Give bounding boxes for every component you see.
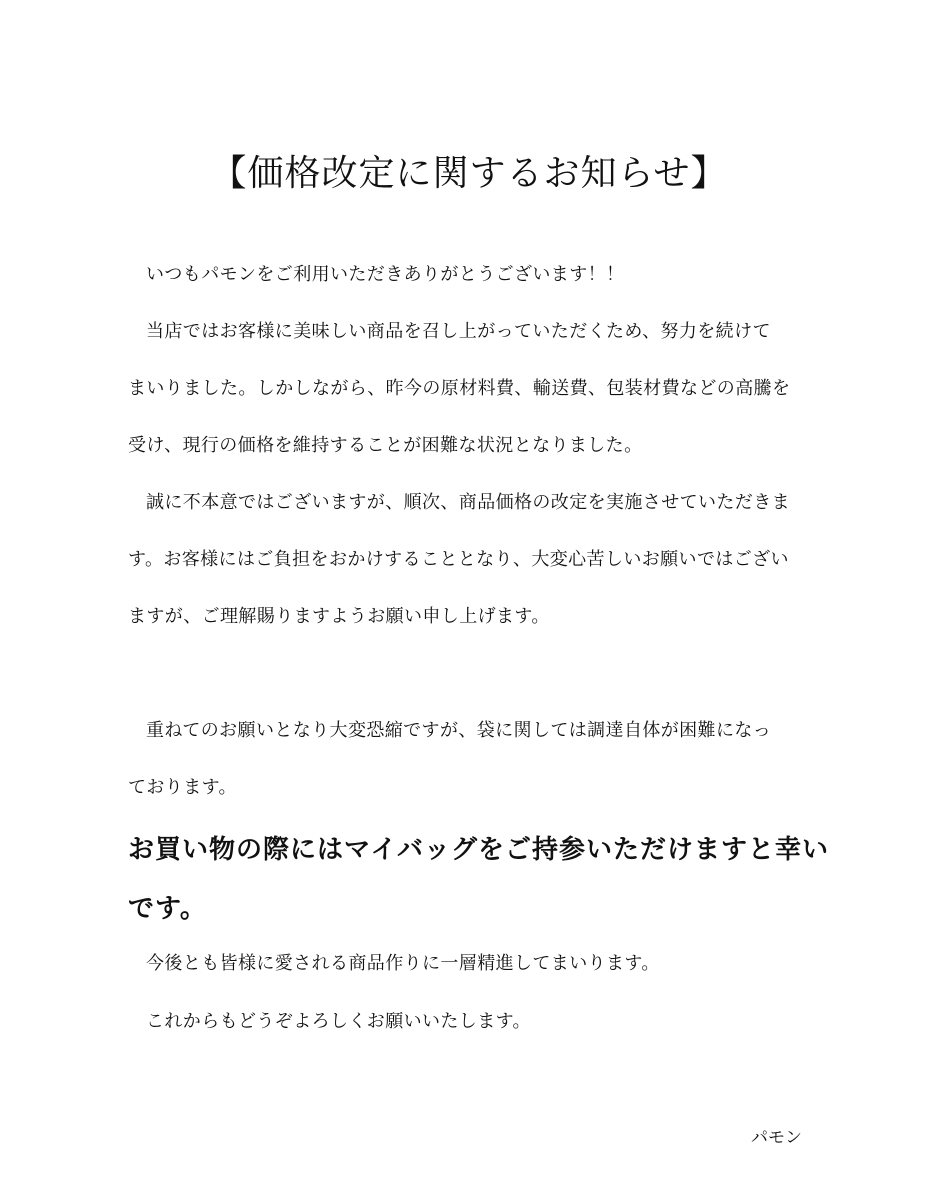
- greeting-line: いつもパモンをご利用いただきありがとうございます！！: [146, 264, 625, 285]
- paragraph-1-line-3: 受け、現行の価格を維持することが困難な状況となりました。: [128, 435, 643, 456]
- paragraph-1-line-2: まいりました。しかしながら、昨今の原材料費、輸送費、包装材費などの高騰を: [128, 378, 791, 399]
- signature: パモン: [751, 1128, 802, 1148]
- paragraph-3-line-2: ております。: [128, 777, 237, 798]
- paragraph-1-line-1: 当店ではお客様に美味しい商品を召し上がっていただくため、努力を続けて: [146, 321, 771, 342]
- paragraph-2-line-1: 誠に不本意ではございますが、順次、商品価格の改定を実施させていただきま: [146, 492, 790, 513]
- emphasis-line-2: です。: [128, 894, 207, 924]
- paragraph-2-line-2: す。お客様にはご負担をおかけすることとなり、大変心苦しいお願いではござい: [128, 549, 789, 570]
- closing-line-2: これからもどうぞよろしくお願いいたします。: [146, 1011, 531, 1032]
- closing-line-1: 今後とも皆様に愛される商品作りに一層精進してまいります。: [146, 953, 660, 974]
- paragraph-3-line-1: 重ねてのお願いとなり大変恐縮ですが、袋に関しては調達自体が困難になっ: [146, 720, 772, 741]
- emphasis-line-1: お買い物の際にはマイバッグをご持参いただけますと幸い: [128, 835, 829, 865]
- notice-title: 【価格改定に関するお知らせ】: [210, 153, 728, 194]
- paragraph-2-line-3: ますが、ご理解賜りますようお願い申し上げます。: [128, 606, 550, 627]
